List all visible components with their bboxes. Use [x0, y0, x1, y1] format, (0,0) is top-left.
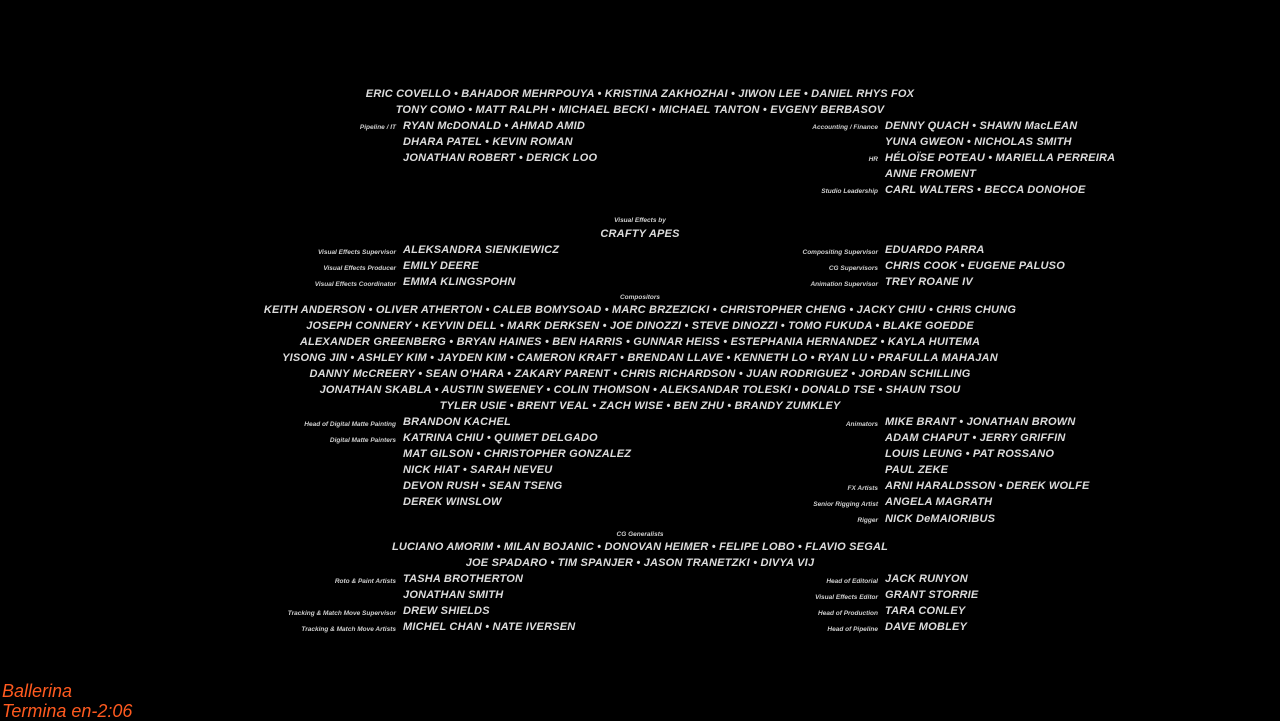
credit-names: GRANT STORRIE	[885, 589, 979, 601]
credit-names: LOUIS LEUNG • PAT ROSSANO	[885, 448, 1055, 460]
credit-names: BRANDON KACHEL	[403, 416, 511, 428]
credit-role-label: Tracking & Match Move Supervisor	[287, 610, 396, 617]
credit-names: KATRINA CHIU • QUIMET DELGADO	[403, 432, 598, 444]
credit-names: KEITH ANDERSON • OLIVER ATHERTON • CALEB BOMYSOAD • MARC BRZEZICKI • CHRISTOPHER CHENG • JACKY CHIU • CHRIS CHUNG	[263, 304, 1017, 316]
credit-role-label: Accounting / Finance	[812, 124, 878, 131]
credit-names: HÉLOÏSE POTEAU • MARIELLA PERREIRA	[885, 152, 1116, 164]
credit-role-label: CG Supervisors	[828, 265, 878, 272]
credit-names: ALEKSANDRA SIENKIEWICZ	[403, 244, 560, 256]
credit-role-label: Head of Editorial	[826, 578, 878, 585]
video-title: Ballerina	[2, 681, 73, 701]
credit-names: TONY COMO • MATT RALPH • MICHAEL BECKI • MICHAEL TANTON • EVGENY BERBASOV	[395, 104, 885, 116]
credit-names: CRAFTY APES	[600, 228, 680, 240]
credit-names: DANNY McCREERY • SEAN O'HARA • ZAKARY PARENT • CHRIS RICHARDSON • JUAN RODRIGUEZ • JORDAN SCHILLING	[309, 368, 971, 380]
credit-role-label: Digital Matte Painters	[329, 437, 396, 444]
credit-names: DAVE MOBLEY	[885, 621, 968, 633]
credit-role-label: Animators	[845, 421, 878, 428]
credit-names: NICK DeMAIORIBUS	[885, 513, 996, 525]
credit-names: EDUARDO PARRA	[885, 244, 985, 256]
credit-role-label: Visual Effects Coordinator	[314, 281, 396, 288]
credit-names: YISONG JIN • ASHLEY KIM • JAYDEN KIM • CAMERON KRAFT • BRENDAN LLAVE • KENNETH LO • RYAN LU • PRAFULLA MAHAJAN	[282, 352, 998, 364]
credit-names: EMMA KLINGSPOHN	[403, 276, 516, 288]
credit-role-label: Visual Effects Editor	[815, 594, 878, 601]
credit-names: EMILY DEERE	[403, 260, 479, 272]
credit-names: ANGELA MAGRATH	[885, 496, 993, 508]
credit-role-label: Animation Supervisor	[810, 281, 878, 288]
credit-names: JONATHAN ROBERT • DERICK LOO	[403, 152, 598, 164]
credit-names: NICK HIAT • SARAH NEVEU	[403, 464, 553, 476]
credit-names: TARA CONLEY	[885, 605, 966, 617]
credit-names: YUNA GWEON • NICHOLAS SMITH	[885, 136, 1072, 148]
credits-scroll	[0, 86, 1280, 633]
credit-names: ANNE FROMENT	[885, 168, 977, 180]
credit-names: RYAN McDONALD • AHMAD AMID	[403, 120, 585, 132]
credit-role-label: Tracking & Match Move Artists	[301, 626, 396, 633]
credit-role-label: FX Artists	[847, 485, 878, 492]
credit-names: DENNY QUACH • SHAWN MacLEAN	[885, 120, 1078, 132]
credit-names: ADAM CHAPUT • JERRY GRIFFIN	[885, 432, 1066, 444]
credit-names: TASHA BROTHERTON	[403, 573, 524, 585]
credit-role-label: Visual Effects by	[614, 217, 666, 224]
credit-role-label: Pipeline / IT	[359, 124, 396, 131]
credit-names: TYLER USIE • BRENT VEAL • ZACH WISE • BEN ZHU • BRANDY ZUMKLEY	[439, 400, 841, 412]
credit-names: JONATHAN SMITH	[403, 589, 504, 601]
playback-overlay	[2, 681, 132, 721]
credit-role-label: Studio Leadership	[821, 188, 878, 195]
credit-names: ALEXANDER GREENBERG • BRYAN HAINES • BEN HARRIS • GUNNAR HEISS • ESTEPHANIA HERNANDEZ • KAYLA HUITEMA	[299, 336, 981, 348]
credit-names: CARL WALTERS • BECCA DONOHOE	[885, 184, 1086, 196]
credit-role-label: Compositors	[619, 294, 661, 301]
credit-names: LUCIANO AMORIM • MILAN BOJANIC • DONOVAN HEIMER • FELIPE LOBO • FLAVIO SEGAL	[391, 541, 889, 553]
credit-names: CHRIS COOK • EUGENE PALUSO	[885, 260, 1065, 272]
credit-names: DEREK WINSLOW	[403, 496, 502, 508]
credit-names: MIKE BRANT • JONATHAN BROWN	[885, 416, 1076, 428]
credit-names: JOE SPADARO • TIM SPANJER • JASON TRANETZKI • DIVYA VIJ	[465, 557, 815, 569]
credit-names: TREY ROANE IV	[885, 276, 973, 288]
credit-names: JOSEPH CONNERY • KEYVIN DELL • MARK DERKSEN • JOE DINOZZI • STEVE DINOZZI • TOMO FUKUDA • BLAKE GOEDDE	[306, 320, 974, 332]
credit-role-label: Senior Rigging Artist	[813, 501, 878, 508]
credit-names: JACK RUNYON	[885, 573, 968, 585]
credit-names: ARNI HARALDSSON • DEREK WOLFE	[885, 480, 1090, 492]
credit-role-label: Head of Pipeline	[827, 626, 878, 633]
credit-names: PAUL ZEKE	[885, 464, 949, 476]
credit-names: DREW SHIELDS	[403, 605, 490, 617]
credit-role-label: Compositing Supervisor	[802, 249, 878, 256]
credit-names: MICHEL CHAN • NATE IVERSEN	[403, 621, 576, 633]
credit-names: MAT GILSON • CHRISTOPHER GONZALEZ	[403, 448, 632, 460]
credit-role-label: Head of Digital Matte Painting	[304, 421, 396, 428]
credit-names: JONATHAN SKABLA • AUSTIN SWEENEY • COLIN THOMSON • ALEKSANDAR TOLESKI • DONALD TSE • SHAUN TSOU	[319, 384, 961, 396]
credit-role-label: CG Generalists	[616, 531, 664, 538]
credit-role-label: HR	[868, 156, 878, 163]
credit-names: DHARA PATEL • KEVIN ROMAN	[403, 136, 573, 148]
credit-names: DEVON RUSH • SEAN TSENG	[403, 480, 563, 492]
credit-role-label: Rigger	[857, 517, 878, 524]
credit-role-label: Head of Production	[818, 610, 878, 617]
credit-role-label: Roto & Paint Artists	[334, 578, 396, 585]
remaining-time: Termina en-2:06	[2, 701, 133, 721]
credit-role-label: Visual Effects Supervisor	[317, 249, 396, 256]
credit-names: ERIC COVELLO • BAHADOR MEHRPOUYA • KRISTINA ZAKHOZHAI • JIWON LEE • DANIEL RHYS FOX	[365, 88, 915, 100]
credit-role-label: Visual Effects Producer	[323, 265, 396, 272]
